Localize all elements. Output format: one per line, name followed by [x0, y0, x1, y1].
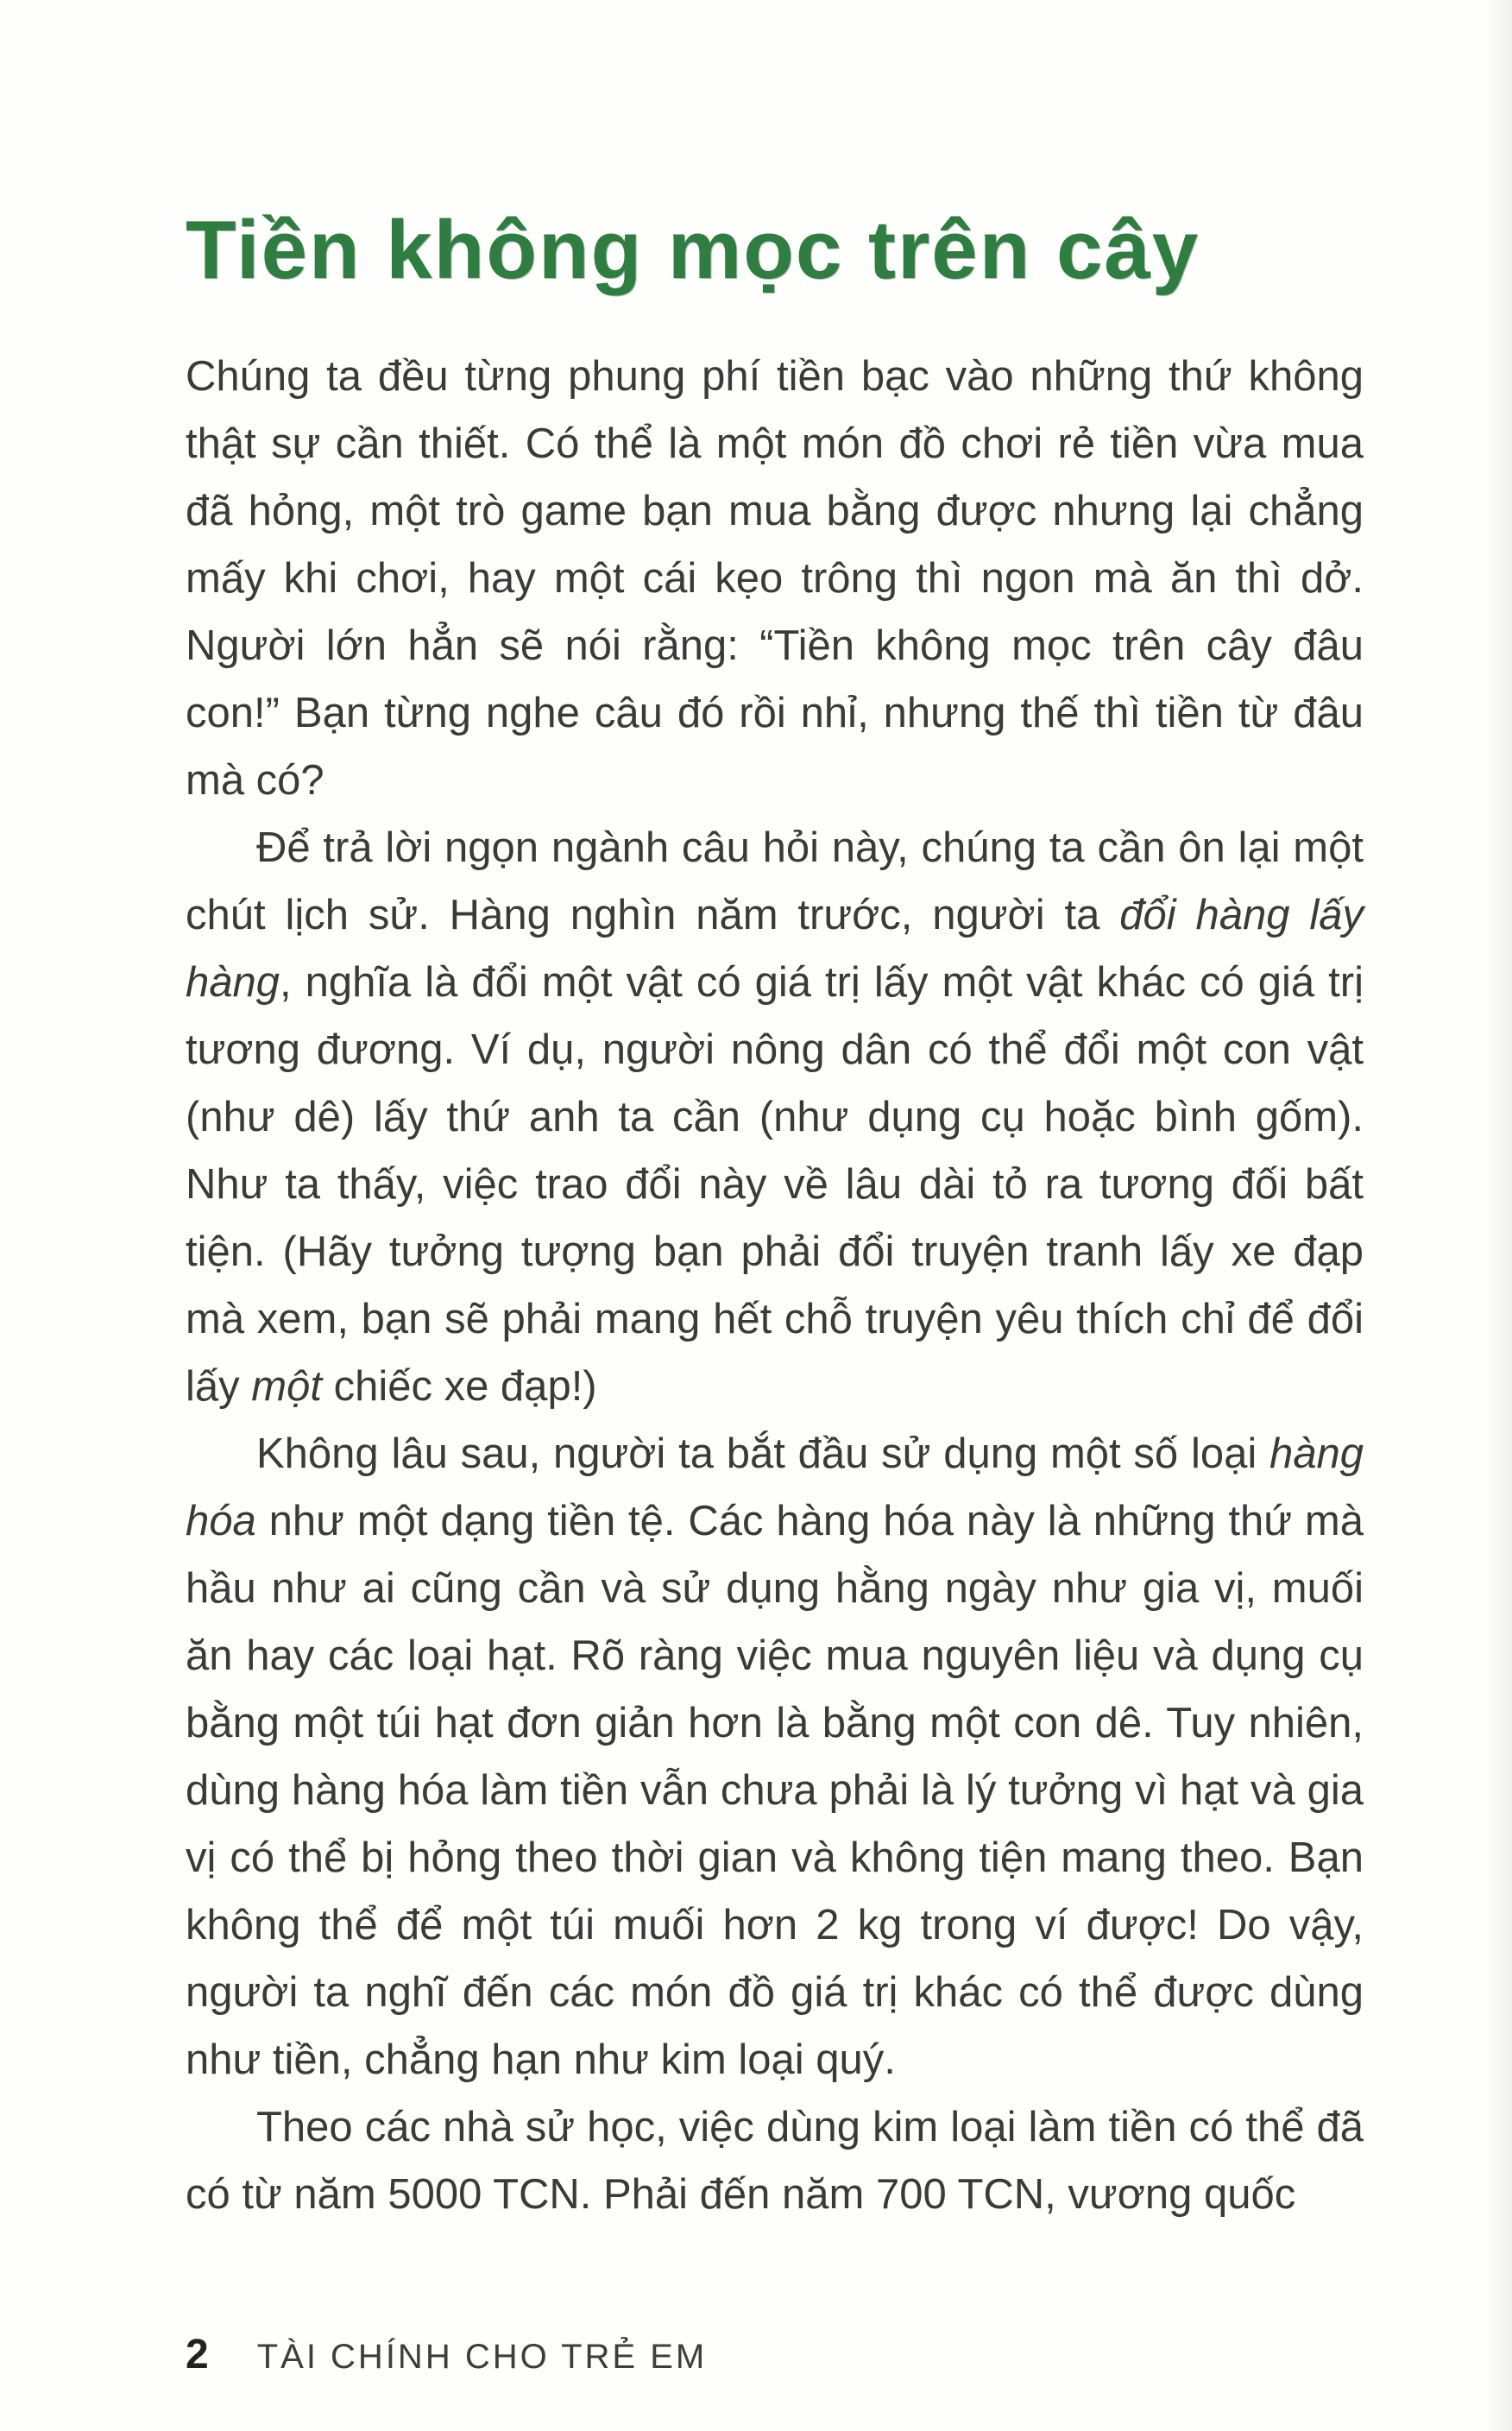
text-run: như một dạng tiền tệ. Các hàng hóa này là những thứ mà hầu như ai cũng cần và sử dụng hằng ngày như gia vị, muối ăn hay các loại hạt. Rõ ràng việc mua nguyên liệu và dụng cụ bằng một túi hạt đơn giản hơn là bằng một con dê. Tuy nhiên, dùng hàng hóa làm tiền vẫn chưa phải là lý tưởng vì hạt và gia vị có thể bị hỏng theo thời gian và không tiện mang theo. Bạn không thể để một túi muối hơn 2 kg trong ví được! Do vậy, người ta nghĩ đến các món đồ giá trị khác có thể được dùng như tiền, chẳng hạn như kim loại quý. — [186, 1498, 1364, 2083]
page-title: Tiền không mọc trên cây — [186, 204, 1200, 296]
paragraph — [186, 1420, 1364, 2093]
footer — [186, 2331, 707, 2378]
page-number: 2 — [186, 2332, 209, 2377]
italic-text-run: một — [251, 1363, 322, 1410]
text-run: Chúng ta đều từng phung phí tiền bạc vào những thứ không thật sự cần thiết. Có thể là một món đồ chơi rẻ tiền vừa mua đã hỏng, một trò game bạn mua bằng được nhưng lại chẳng mấy khi chơi, hay một cái kẹo trông thì ngon mà ăn thì dở. Người lớn hẳn sẽ nói rằng: “Tiền không mọc trên cây đâu con!” Bạn từng nghe câu đó rồi nhỉ, nhưng thế thì tiền từ đâu mà có? — [186, 353, 1364, 804]
paragraph — [186, 2093, 1364, 2228]
paragraph — [186, 343, 1364, 814]
book-title: TÀI CHÍNH CHO TRẺ EM — [256, 2338, 708, 2376]
text-run: , nghĩa là đổi một vật có giá trị lấy một vật khác có giá trị tương đương. Ví dụ, người nông dân có thể đổi một con vật (như dê) lấy thứ anh ta cần (như dụng cụ hoặc bình gốm). Như ta thấy, việc trao đổi này về lâu dài tỏ ra tương đối bất tiện. (Hãy tưởng tượng bạn phải đổi truyện tranh lấy xe đạp mà xem, bạn sẽ phải mang hết chỗ truyện yêu thích chỉ để đổi lấy — [186, 959, 1364, 1410]
text-run: chiếc xe đạp!) — [321, 1363, 597, 1410]
text-run: Để trả lời ngọn ngành câu hỏi này, chúng ta cần ôn lại một chút lịch sử. Hàng nghìn năm trước, người ta — [186, 824, 1364, 938]
italic-text-run: đổi hàng lấy hàng — [186, 892, 1364, 1006]
text-run: Không lâu sau, người ta bắt đầu sử dụng một số loại — [256, 1430, 1269, 1477]
body-text — [186, 343, 1364, 2228]
text-run: Theo các nhà sử học, việc dùng kim loại làm tiền có thể đã có từ năm 5000 TCN. Phải đến năm 700 TCN, vương quốc — [186, 2104, 1364, 2218]
paragraph — [186, 814, 1364, 1420]
italic-text-run: hàng hóa — [186, 1430, 1364, 1544]
